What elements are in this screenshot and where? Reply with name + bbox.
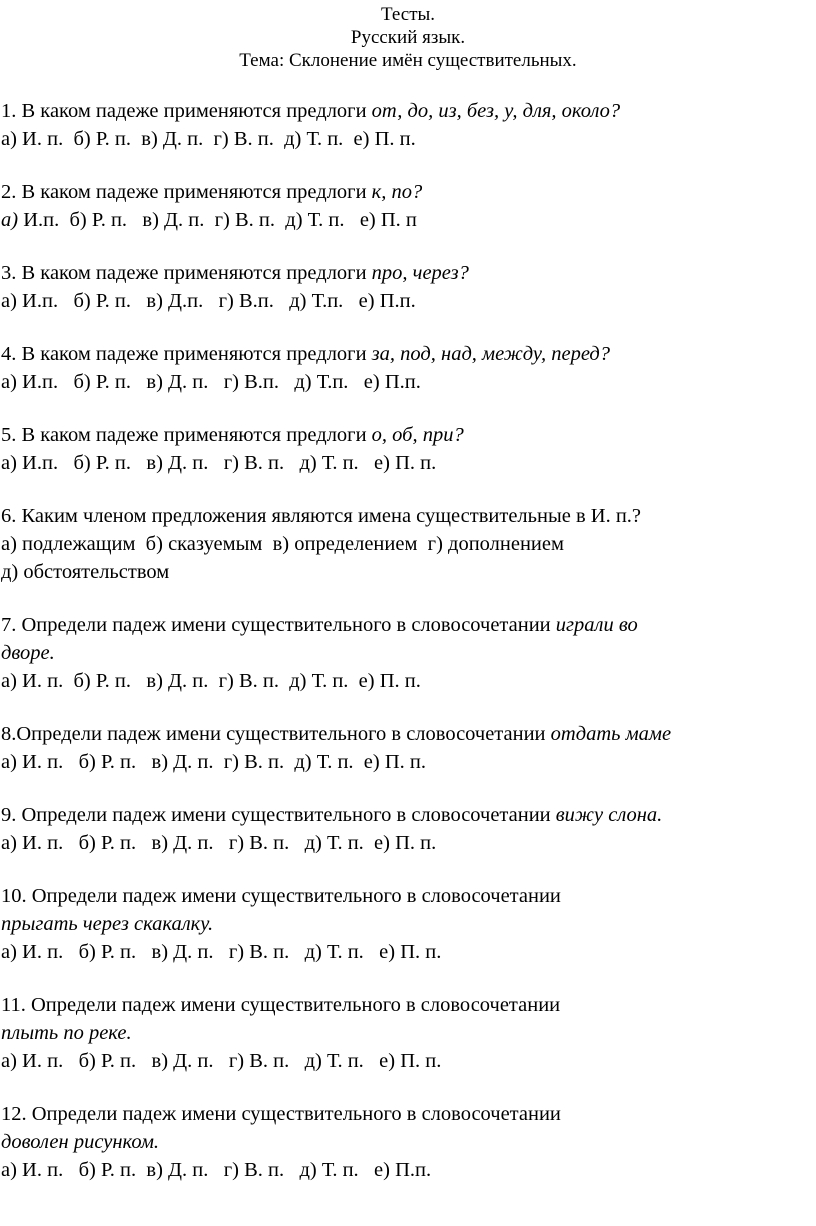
question-text bbox=[1, 421, 813, 449]
question-item bbox=[1, 611, 813, 695]
text-segment: а) И. п. б) Р. п. в) Д. п. г) В. п. д) Т. п. е) П.п. bbox=[1, 1159, 432, 1181]
text-segment: 1. В каком падеже применяются предлоги bbox=[1, 100, 372, 122]
italic-phrase: отдать маме bbox=[550, 723, 672, 745]
italic-phrase: доволен рисунком. bbox=[1, 1131, 160, 1153]
question-item bbox=[1, 421, 813, 477]
question-item bbox=[1, 178, 813, 234]
question-text bbox=[1, 340, 813, 368]
question-text bbox=[1, 801, 813, 829]
question-text bbox=[1, 502, 813, 530]
document-header bbox=[0, 3, 816, 72]
question-line bbox=[1, 287, 813, 315]
question-text bbox=[1, 882, 813, 910]
italic-phrase: плыть по реке. bbox=[1, 1022, 132, 1044]
text-segment: а) И. п. б) Р. п. в) Д. п. г) В. п. д) Т. п. е) П. п. bbox=[1, 941, 442, 963]
italic-phrase: прыгать через скакалку. bbox=[1, 913, 214, 935]
question-item bbox=[1, 502, 813, 586]
text-segment: 12. Определи падеж имени существительного в словосочетании bbox=[1, 1103, 561, 1125]
italic-phrase: к, по? bbox=[371, 181, 423, 203]
question-line bbox=[1, 368, 813, 396]
text-segment: а) И. п. б) Р. п. в) Д. п. г) В. п. д) Т. п. е) П. п. bbox=[1, 751, 427, 773]
italic-phrase: за, под, над, между, перед? bbox=[371, 343, 611, 365]
question-line bbox=[1, 558, 813, 586]
test-title: Тесты. bbox=[380, 4, 436, 25]
italic-phrase: вижу слона. bbox=[555, 804, 663, 826]
question-line bbox=[1, 206, 813, 234]
question-item bbox=[1, 340, 813, 396]
question-line bbox=[1, 125, 813, 153]
question-text bbox=[1, 1100, 813, 1128]
text-segment: а) И. п. б) Р. п. в) Д. п. г) В. п. д) Т. п. е) П. п. bbox=[1, 1050, 442, 1072]
text-segment: 10. Определи падеж имени существительного в словосочетании bbox=[1, 885, 561, 907]
question-line bbox=[1, 639, 813, 667]
subject-title: Русский язык. bbox=[350, 27, 466, 48]
italic-phrase: о, об, при? bbox=[371, 424, 464, 446]
text-segment: И.п. б) Р. п. в) Д. п. г) В. п. д) Т. п. е) П. п bbox=[18, 209, 417, 231]
question-line bbox=[1, 829, 813, 857]
text-segment: а) И.п. б) Р. п. в) Д. п. г) В. п. д) Т. п. е) П. п. bbox=[1, 452, 437, 474]
text-segment: 8.Определи падеж имени существительного в словосочетании bbox=[1, 723, 551, 745]
question-line bbox=[1, 1128, 813, 1156]
question-line bbox=[1, 449, 813, 477]
text-segment: 2. В каком падеже применяются предлоги bbox=[1, 181, 372, 203]
italic-phrase: играли во bbox=[555, 614, 638, 636]
italic-phrase: а) bbox=[1, 209, 19, 231]
question-item bbox=[1, 97, 813, 153]
text-segment: а) И.п. б) Р. п. в) Д. п. г) В.п. д) Т.п. е) П.п. bbox=[1, 371, 421, 393]
question-text bbox=[1, 259, 813, 287]
text-segment: 4. В каком падеже применяются предлоги bbox=[1, 343, 372, 365]
question-line bbox=[1, 530, 813, 558]
question-line bbox=[1, 1156, 813, 1184]
question-line bbox=[1, 910, 813, 938]
text-segment: а) И. п. б) Р. п. в) Д. п. г) В. п. д) Т. п. е) П. п. bbox=[1, 128, 416, 150]
text-segment: 3. В каком падеже применяются предлоги bbox=[1, 262, 372, 284]
question-text bbox=[1, 720, 813, 748]
text-segment: а) И.п. б) Р. п. в) Д.п. г) В.п. д) Т.п. е) П.п. bbox=[1, 290, 416, 312]
text-segment: 6. Каким членом предложения являются имена существительные в И. п.? bbox=[1, 505, 642, 527]
text-segment: 7. Определи падеж имени существительного в словосочетании bbox=[1, 614, 556, 636]
italic-phrase: про, через? bbox=[371, 262, 469, 284]
text-segment: 9. Определи падеж имени существительного в словосочетании bbox=[1, 804, 556, 826]
question-item bbox=[1, 991, 813, 1075]
text-segment: а) подлежащим б) сказуемым в) определением г) дополнением bbox=[1, 533, 564, 555]
question-text bbox=[1, 97, 813, 125]
question-line bbox=[1, 667, 813, 695]
text-segment: д) обстоятельством bbox=[1, 561, 170, 583]
italic-phrase: дворе. bbox=[1, 642, 55, 664]
question-list bbox=[1, 97, 813, 1209]
question-item bbox=[1, 882, 813, 966]
question-text bbox=[1, 991, 813, 1019]
question-text bbox=[1, 611, 813, 639]
question-line bbox=[1, 1019, 813, 1047]
question-item bbox=[1, 1100, 813, 1184]
question-line bbox=[1, 1047, 813, 1075]
question-line bbox=[1, 938, 813, 966]
text-segment: 5. В каком падеже применяются предлоги bbox=[1, 424, 372, 446]
text-segment: а) И. п. б) Р. п. в) Д. п. г) В. п. д) Т. п. е) П. п. bbox=[1, 832, 437, 854]
question-item bbox=[1, 259, 813, 315]
question-text bbox=[1, 178, 813, 206]
text-segment: а) И. п. б) Р. п. в) Д. п. г) В. п. д) Т. п. е) П. п. bbox=[1, 670, 421, 692]
text-segment: 11. Определи падеж имени существительного в словосочетании bbox=[1, 994, 561, 1016]
italic-phrase: от, до, из, без, у, для, около? bbox=[371, 100, 621, 122]
question-item bbox=[1, 720, 813, 776]
topic-title: Тема: Склонение имён существительных. bbox=[239, 50, 577, 71]
question-item bbox=[1, 801, 813, 857]
question-line bbox=[1, 748, 813, 776]
